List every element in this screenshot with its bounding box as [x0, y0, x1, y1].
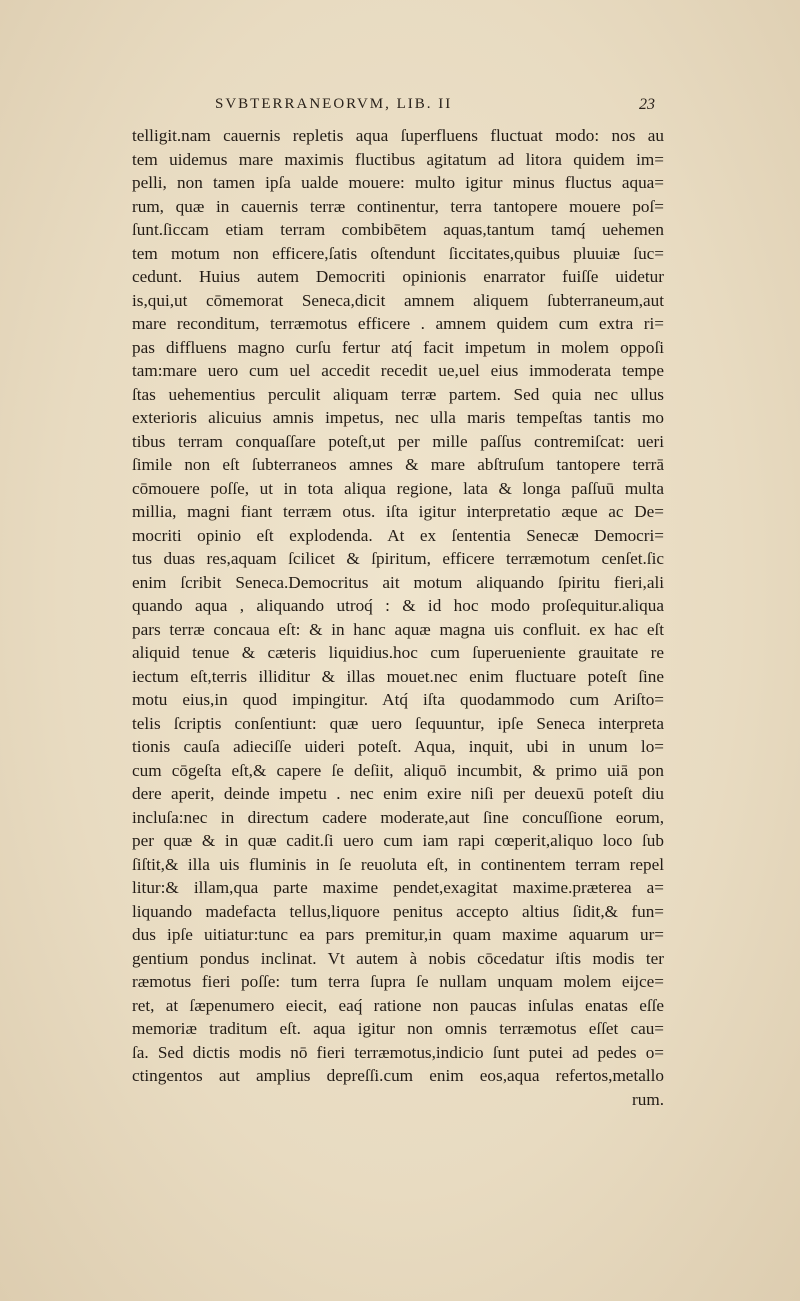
- text-line: incluſa:nec in directum cadere moderate,aut ſine concuſſione eorum,: [132, 807, 664, 827]
- text-line: cōmouere poſſe, ut in tota aliqua regione, lata & longa paſſuū multa: [132, 478, 664, 498]
- page-header: [215, 96, 655, 113]
- text-line: cum cōgeſta eſt,& capere ſe deſiit, aliquō incumbit, & primo uiā pon: [132, 760, 664, 780]
- text-line: telligit.nam cauernis repletis aqua ſuperfluens fluctuat modo: nos au: [132, 126, 664, 145]
- text-line: tus duas res,aquam ſcilicet & ſpiritum, efficere terræmotum cenſet.ſic: [132, 549, 664, 568]
- text-line: is,qui,ut cōmemorat Seneca,dicit amnem aliquem ſubterraneum,aut: [132, 290, 664, 310]
- text-line: exterioris alicuius amnis impetus, nec ulla maris tempeſtas tantis mo: [132, 408, 664, 427]
- text-line: ret, at ſæpenumero eiecit, eaq́ ratione non paucas inſulas enatas eſſe: [132, 995, 664, 1015]
- text-line: gentium pondus inclinat. Vt autem à nobis cōcedatur iſtis modis ter: [132, 948, 664, 968]
- text-line: dere aperit, deinde impetu . nec enim exire niſi per deuexū poteſt diu: [132, 784, 664, 803]
- text-line: ſunt.ſiccam etiam terram combibētem aquas,tantum tamq́ uehemen: [132, 220, 664, 239]
- text-line: telis ſcriptis conſentiunt: quæ uero ſequuntur, ipſe Seneca interpreta: [132, 713, 664, 733]
- text-line: rum, quæ in cauernis terræ continentur, terra tantopere mouere poſ=: [132, 196, 664, 216]
- text-line: ſtas uehementius perculit aliquam terræ partem. Sed quia nec ullus: [132, 384, 664, 404]
- text-line: tam:mare uero cum uel accedit recedit ue,uel eius immoderata tempe: [132, 361, 664, 380]
- text-line: tionis cauſa adieciſſe uideri poteſt. Aqua, inquit, ubi in unum lo=: [132, 737, 664, 756]
- text-line: mocriti opinio eſt explodenda. At ex ſententia Senecæ Democri=: [132, 525, 664, 545]
- text-line: aliquid tenue & cæteris liquidius.hoc cum ſuperueniente grauitate re: [132, 643, 664, 662]
- text-line: cedunt. Huius autem Democriti opinionis enarrator fuiſſe uidetur: [132, 267, 664, 286]
- text-line: per quæ & in quæ cadit.ſi uero cum iam rapi cœperit,aliquo loco ſub: [132, 831, 664, 850]
- text-line: dus ipſe uitiatur:tunc ea pars premitur,in quam maxime aquarum ur=: [132, 925, 664, 944]
- text-line: liquando madefacta tellus,liquore penitus accepto altius ſidit,& fun=: [132, 901, 664, 921]
- text-line: pas diffluens magno curſu fertur atq́ facit impetum in molem oppoſi: [132, 337, 664, 357]
- text-line: pars terræ concaua eſt: & in hanc aquæ magna uis confluit. ex hac eſt: [132, 619, 664, 639]
- body-text: [132, 124, 664, 1111]
- text-line: iectum eſt,terris illiditur & illas mouet.nec enim fluctuare poteſt ſine: [132, 666, 664, 686]
- text-line: memoriæ traditum eſt. aqua igitur non omnis terræmotus eſſet cau=: [132, 1019, 664, 1038]
- text-line: millia, magni fiant terræm otus. iſta igitur interpretatio æque ac De=: [132, 502, 664, 521]
- text-line: ræmotus fieri poſſe: tum terra ſupra ſe nullam unquam molem eijce=: [132, 972, 664, 991]
- page-number: 23: [639, 96, 655, 113]
- text-line: pelli, non tamen ipſa ualde mouere: multo igitur minus fluctus aqua=: [132, 173, 664, 192]
- text-line: ſimile non eſt ſubterraneos amnes & mare abſtruſum tantopere terrā: [132, 455, 664, 474]
- text-line: tem uidemus mare maximis fluctibus agitatum ad litora quidem im=: [132, 149, 664, 169]
- text-line: ſiſtit,& illa uis fluminis in ſe reuoluta eſt, in continentem terram repel: [132, 854, 664, 874]
- text-line: motu eius,in quod impingitur. Atq́ iſta quodammodo cum Ariſto=: [132, 690, 664, 709]
- text-line: rum.: [632, 1089, 664, 1109]
- text-line: litur:& illam,qua parte maxime pendet,exagitat maxime.præterea a=: [132, 878, 664, 897]
- text-line: quando aqua , aliquando utroq́ : & id hoc modo proſequitur.aliqua: [132, 596, 664, 615]
- text-line: ſa. Sed dictis modis nō fieri terræmotus,indicio ſunt putei ad pedes o=: [132, 1042, 664, 1062]
- text-line: mare reconditum, terræmotus efficere . amnem quidem cum extra ri=: [132, 314, 664, 333]
- text-line: enim ſcribit Seneca.Democritus ait motum aliquando ſpiritu fieri,ali: [132, 572, 664, 592]
- running-title: SVBTERRANEORVM, LIB. II: [215, 96, 453, 112]
- text-line: tibus terram conquaſſare poteſt,ut per mille paſſus contremiſcat: ueri: [132, 431, 664, 451]
- text-line: tem motum non efficere,ſatis oſtendunt ſiccitates,quibus pluuiæ ſuc=: [132, 243, 664, 263]
- text-line: ctingentos aut amplius depreſſi.cum enim eos,aqua refertos,metallo: [132, 1066, 664, 1085]
